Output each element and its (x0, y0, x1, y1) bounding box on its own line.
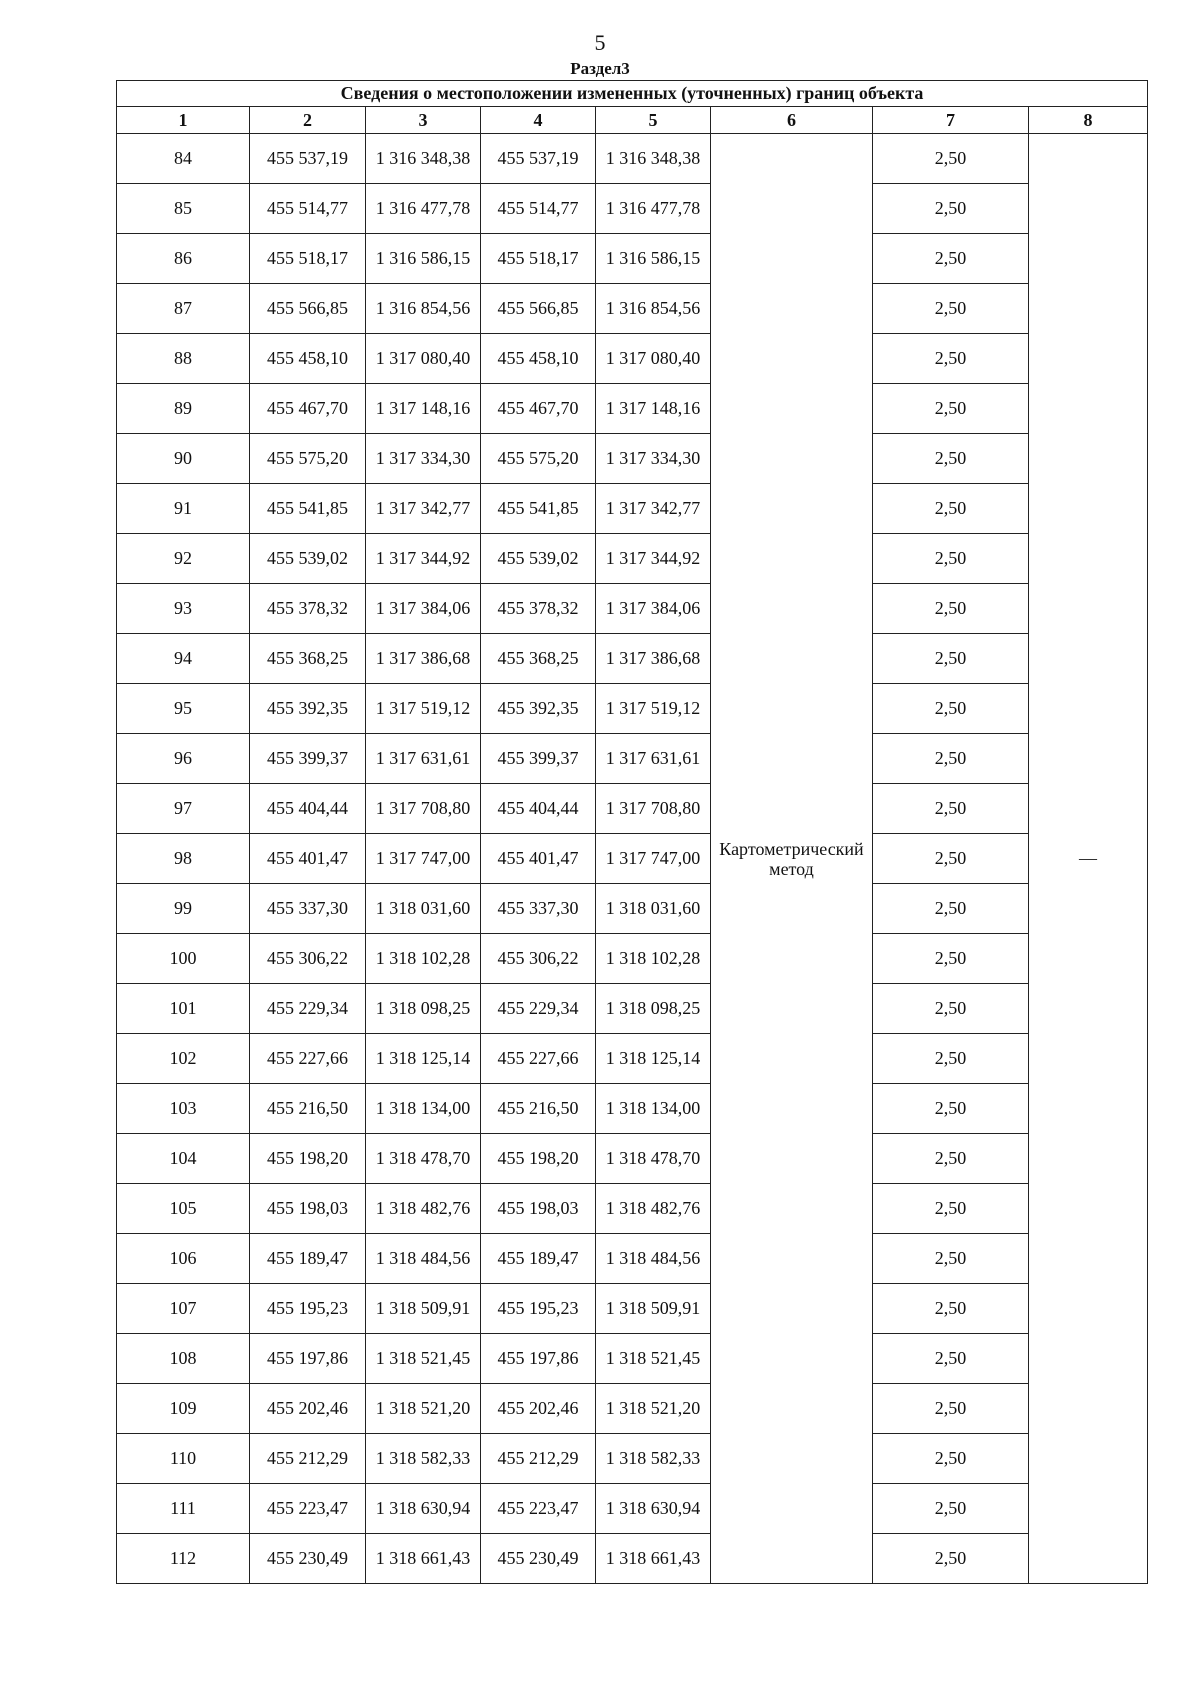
new-x-cell: 455 541,85 (481, 484, 596, 534)
new-y-cell: 1 316 586,15 (596, 234, 711, 284)
table-row (117, 1334, 1148, 1384)
new-y-cell: 1 317 334,30 (596, 434, 711, 484)
point-number-cell: 103 (117, 1084, 250, 1134)
accuracy-cell: 2,50 (873, 884, 1029, 934)
table-row (117, 934, 1148, 984)
table-row (117, 334, 1148, 384)
new-x-cell: 455 378,32 (481, 584, 596, 634)
old-x-cell: 455 518,17 (250, 234, 366, 284)
old-y-cell: 1 318 102,28 (366, 934, 481, 984)
old-x-cell: 455 458,10 (250, 334, 366, 384)
old-x-cell: 455 539,02 (250, 534, 366, 584)
new-x-cell: 455 198,20 (481, 1134, 596, 1184)
old-y-cell: 1 317 080,40 (366, 334, 481, 384)
column-number: 3 (366, 107, 481, 134)
old-x-cell: 455 230,49 (250, 1534, 366, 1584)
old-y-cell: 1 318 521,45 (366, 1334, 481, 1384)
new-x-cell: 455 514,77 (481, 184, 596, 234)
accuracy-cell: 2,50 (873, 284, 1029, 334)
point-number-cell: 95 (117, 684, 250, 734)
new-y-cell: 1 318 125,14 (596, 1034, 711, 1084)
old-x-cell: 455 202,46 (250, 1384, 366, 1434)
new-x-cell: 455 392,35 (481, 684, 596, 734)
old-y-cell: 1 318 630,94 (366, 1484, 481, 1534)
old-x-cell: 455 198,03 (250, 1184, 366, 1234)
new-y-cell: 1 318 098,25 (596, 984, 711, 1034)
accuracy-cell: 2,50 (873, 334, 1029, 384)
old-x-cell: 455 198,20 (250, 1134, 366, 1184)
old-x-cell: 455 575,20 (250, 434, 366, 484)
column8-cell: — (1029, 134, 1148, 1584)
new-y-cell: 1 317 148,16 (596, 384, 711, 434)
accuracy-cell: 2,50 (873, 1284, 1029, 1334)
accuracy-cell: 2,50 (873, 684, 1029, 734)
table-row (117, 484, 1148, 534)
old-y-cell: 1 318 582,33 (366, 1434, 481, 1484)
point-number-cell: 109 (117, 1384, 250, 1434)
point-number-cell: 84 (117, 134, 250, 184)
new-x-cell: 455 539,02 (481, 534, 596, 584)
point-number-cell: 98 (117, 834, 250, 884)
old-y-cell: 1 318 478,70 (366, 1134, 481, 1184)
new-y-cell: 1 318 521,45 (596, 1334, 711, 1384)
old-y-cell: 1 316 477,78 (366, 184, 481, 234)
new-x-cell: 455 537,19 (481, 134, 596, 184)
old-x-cell: 455 216,50 (250, 1084, 366, 1134)
old-x-cell: 455 566,85 (250, 284, 366, 334)
column-number: 2 (250, 107, 366, 134)
accuracy-cell: 2,50 (873, 1234, 1029, 1284)
table-row (117, 1534, 1148, 1584)
old-y-cell: 1 318 521,20 (366, 1384, 481, 1434)
table-row (117, 1034, 1148, 1084)
new-x-cell: 455 575,20 (481, 434, 596, 484)
old-y-cell: 1 318 134,00 (366, 1084, 481, 1134)
new-x-cell: 455 216,50 (481, 1084, 596, 1134)
table-row (117, 1284, 1148, 1334)
old-y-cell: 1 317 519,12 (366, 684, 481, 734)
new-x-cell: 455 202,46 (481, 1384, 596, 1434)
table-row (117, 634, 1148, 684)
new-x-cell: 455 229,34 (481, 984, 596, 1034)
table-row (117, 1484, 1148, 1534)
old-x-cell: 455 392,35 (250, 684, 366, 734)
accuracy-cell: 2,50 (873, 584, 1029, 634)
old-y-cell: 1 317 631,61 (366, 734, 481, 784)
point-number-cell: 85 (117, 184, 250, 234)
point-number-cell: 93 (117, 584, 250, 634)
point-number-cell: 97 (117, 784, 250, 834)
point-number-cell: 99 (117, 884, 250, 934)
old-x-cell: 455 514,77 (250, 184, 366, 234)
new-y-cell: 1 318 661,43 (596, 1534, 711, 1584)
coordinates-table (116, 80, 1148, 1584)
table-row (117, 1184, 1148, 1234)
table-row (117, 1434, 1148, 1484)
new-y-cell: 1 317 631,61 (596, 734, 711, 784)
old-y-cell: 1 317 148,16 (366, 384, 481, 434)
accuracy-cell: 2,50 (873, 1534, 1029, 1584)
new-x-cell: 455 230,49 (481, 1534, 596, 1584)
table-row (117, 734, 1148, 784)
new-y-cell: 1 317 342,77 (596, 484, 711, 534)
accuracy-cell: 2,50 (873, 134, 1029, 184)
old-y-cell: 1 318 482,76 (366, 1184, 481, 1234)
new-y-cell: 1 316 348,38 (596, 134, 711, 184)
new-y-cell: 1 317 384,06 (596, 584, 711, 634)
column-number: 6 (711, 107, 873, 134)
accuracy-cell: 2,50 (873, 634, 1029, 684)
point-number-cell: 89 (117, 384, 250, 434)
old-x-cell: 455 229,34 (250, 984, 366, 1034)
old-x-cell: 455 306,22 (250, 934, 366, 984)
new-x-cell: 455 227,66 (481, 1034, 596, 1084)
table-row (117, 434, 1148, 484)
old-y-cell: 1 318 509,91 (366, 1284, 481, 1334)
accuracy-cell: 2,50 (873, 1484, 1029, 1534)
point-number-cell: 111 (117, 1484, 250, 1534)
point-number-cell: 104 (117, 1134, 250, 1184)
accuracy-cell: 2,50 (873, 1134, 1029, 1184)
new-x-cell: 455 223,47 (481, 1484, 596, 1534)
accuracy-cell: 2,50 (873, 1384, 1029, 1434)
point-number-cell: 91 (117, 484, 250, 534)
old-y-cell: 1 317 342,77 (366, 484, 481, 534)
accuracy-cell: 2,50 (873, 1334, 1029, 1384)
table-row (117, 784, 1148, 834)
column-number: 5 (596, 107, 711, 134)
accuracy-cell: 2,50 (873, 484, 1029, 534)
point-number-cell: 101 (117, 984, 250, 1034)
accuracy-cell: 2,50 (873, 784, 1029, 834)
new-x-cell: 455 399,37 (481, 734, 596, 784)
new-y-cell: 1 318 134,00 (596, 1084, 711, 1134)
old-x-cell: 455 541,85 (250, 484, 366, 534)
new-y-cell: 1 318 484,56 (596, 1234, 711, 1284)
table-row (117, 184, 1148, 234)
point-number-cell: 112 (117, 1534, 250, 1584)
table-row (117, 234, 1148, 284)
old-x-cell: 455 399,37 (250, 734, 366, 784)
section-title: Раздел3 (570, 59, 630, 78)
point-number-cell: 94 (117, 634, 250, 684)
point-number-cell: 108 (117, 1334, 250, 1384)
table-row (117, 884, 1148, 934)
method-cell: Картометрический метод (711, 134, 873, 1584)
accuracy-cell: 2,50 (873, 234, 1029, 284)
new-y-cell: 1 317 519,12 (596, 684, 711, 734)
table-row (117, 984, 1148, 1034)
column-number: 1 (117, 107, 250, 134)
point-number-cell: 86 (117, 234, 250, 284)
point-number-cell: 92 (117, 534, 250, 584)
new-y-cell: 1 318 630,94 (596, 1484, 711, 1534)
point-number-cell: 102 (117, 1034, 250, 1084)
new-x-cell: 455 518,17 (481, 234, 596, 284)
new-y-cell: 1 317 386,68 (596, 634, 711, 684)
accuracy-cell: 2,50 (873, 834, 1029, 884)
column-number: 8 (1029, 107, 1148, 134)
point-number-cell: 87 (117, 284, 250, 334)
table-row (117, 134, 1148, 184)
new-x-cell: 455 368,25 (481, 634, 596, 684)
old-y-cell: 1 317 334,30 (366, 434, 481, 484)
new-y-cell: 1 317 344,92 (596, 534, 711, 584)
old-x-cell: 455 212,29 (250, 1434, 366, 1484)
point-number-cell: 105 (117, 1184, 250, 1234)
new-x-cell: 455 195,23 (481, 1284, 596, 1334)
old-y-cell: 1 318 031,60 (366, 884, 481, 934)
new-x-cell: 455 467,70 (481, 384, 596, 434)
point-number-cell: 96 (117, 734, 250, 784)
column-number: 4 (481, 107, 596, 134)
old-x-cell: 455 197,86 (250, 1334, 366, 1384)
accuracy-cell: 2,50 (873, 984, 1029, 1034)
accuracy-cell: 2,50 (873, 434, 1029, 484)
new-x-cell: 455 189,47 (481, 1234, 596, 1284)
table-body (117, 134, 1148, 1584)
table-row (117, 284, 1148, 334)
old-x-cell: 455 189,47 (250, 1234, 366, 1284)
new-y-cell: 1 316 477,78 (596, 184, 711, 234)
old-x-cell: 455 195,23 (250, 1284, 366, 1334)
accuracy-cell: 2,50 (873, 384, 1029, 434)
old-x-cell: 455 404,44 (250, 784, 366, 834)
old-y-cell: 1 317 747,00 (366, 834, 481, 884)
old-y-cell: 1 317 384,06 (366, 584, 481, 634)
new-y-cell: 1 318 582,33 (596, 1434, 711, 1484)
new-x-cell: 455 212,29 (481, 1434, 596, 1484)
point-number-cell: 107 (117, 1284, 250, 1334)
accuracy-cell: 2,50 (873, 1184, 1029, 1234)
table-row (117, 1134, 1148, 1184)
table-row (117, 1084, 1148, 1134)
accuracy-cell: 2,50 (873, 734, 1029, 784)
point-number-cell: 110 (117, 1434, 250, 1484)
old-x-cell: 455 368,25 (250, 634, 366, 684)
accuracy-cell: 2,50 (873, 1034, 1029, 1084)
old-y-cell: 1 316 348,38 (366, 134, 481, 184)
accuracy-cell: 2,50 (873, 1084, 1029, 1134)
old-y-cell: 1 318 661,43 (366, 1534, 481, 1584)
point-number-cell: 88 (117, 334, 250, 384)
table-row (117, 584, 1148, 634)
old-x-cell: 455 537,19 (250, 134, 366, 184)
new-y-cell: 1 318 031,60 (596, 884, 711, 934)
new-y-cell: 1 318 102,28 (596, 934, 711, 984)
new-x-cell: 455 337,30 (481, 884, 596, 934)
new-x-cell: 455 458,10 (481, 334, 596, 384)
new-x-cell: 455 198,03 (481, 1184, 596, 1234)
column-number: 7 (873, 107, 1029, 134)
old-y-cell: 1 318 125,14 (366, 1034, 481, 1084)
new-y-cell: 1 318 521,20 (596, 1384, 711, 1434)
table-row (117, 834, 1148, 884)
new-y-cell: 1 318 478,70 (596, 1134, 711, 1184)
table-row (117, 1234, 1148, 1284)
table-row (117, 534, 1148, 584)
old-y-cell: 1 316 854,56 (366, 284, 481, 334)
old-y-cell: 1 317 344,92 (366, 534, 481, 584)
new-y-cell: 1 316 854,56 (596, 284, 711, 334)
table-row (117, 384, 1148, 434)
table-caption: Сведения о местоположении измененных (уточненных) границ объекта (117, 81, 1148, 107)
table-row (117, 684, 1148, 734)
table-row (117, 1384, 1148, 1434)
old-y-cell: 1 318 098,25 (366, 984, 481, 1034)
point-number-cell: 106 (117, 1234, 250, 1284)
new-y-cell: 1 317 708,80 (596, 784, 711, 834)
new-y-cell: 1 317 747,00 (596, 834, 711, 884)
new-y-cell: 1 317 080,40 (596, 334, 711, 384)
new-y-cell: 1 318 509,91 (596, 1284, 711, 1334)
old-y-cell: 1 317 386,68 (366, 634, 481, 684)
accuracy-cell: 2,50 (873, 534, 1029, 584)
accuracy-cell: 2,50 (873, 934, 1029, 984)
accuracy-cell: 2,50 (873, 1434, 1029, 1484)
old-x-cell: 455 337,30 (250, 884, 366, 934)
old-y-cell: 1 316 586,15 (366, 234, 481, 284)
old-x-cell: 455 227,66 (250, 1034, 366, 1084)
old-y-cell: 1 317 708,80 (366, 784, 481, 834)
new-x-cell: 455 197,86 (481, 1334, 596, 1384)
old-y-cell: 1 318 484,56 (366, 1234, 481, 1284)
point-number-cell: 100 (117, 934, 250, 984)
page-number: 5 (594, 30, 606, 55)
old-x-cell: 455 378,32 (250, 584, 366, 634)
new-x-cell: 455 404,44 (481, 784, 596, 834)
new-x-cell: 455 566,85 (481, 284, 596, 334)
old-x-cell: 455 467,70 (250, 384, 366, 434)
old-x-cell: 455 223,47 (250, 1484, 366, 1534)
old-x-cell: 455 401,47 (250, 834, 366, 884)
accuracy-cell: 2,50 (873, 184, 1029, 234)
new-y-cell: 1 318 482,76 (596, 1184, 711, 1234)
point-number-cell: 90 (117, 434, 250, 484)
new-x-cell: 455 306,22 (481, 934, 596, 984)
new-x-cell: 455 401,47 (481, 834, 596, 884)
